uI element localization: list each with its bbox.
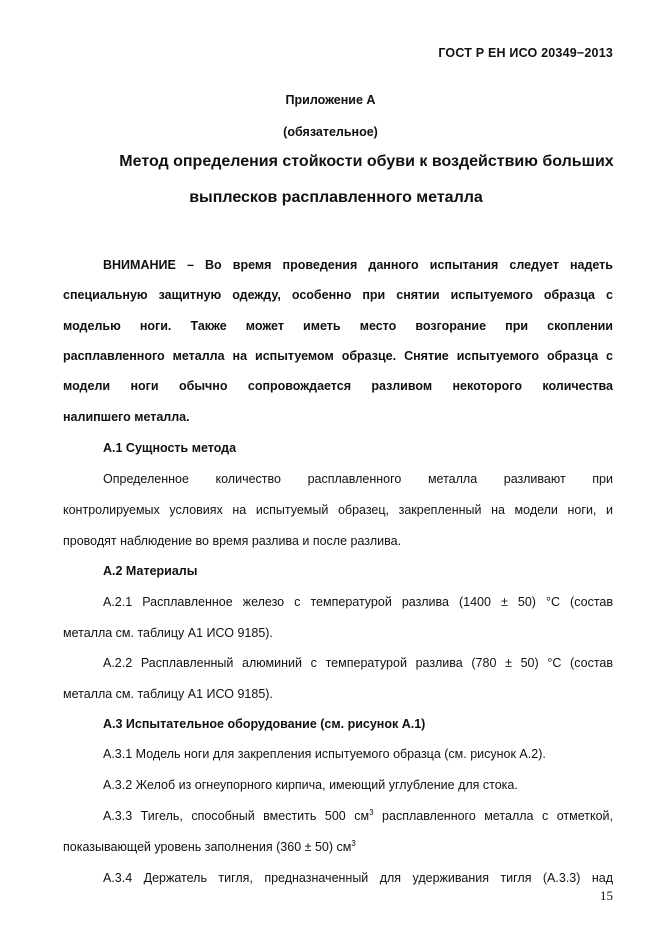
clause-a222-line: металла см. таблицу А1 ИСО 9185). <box>63 687 273 701</box>
superscript: 3 <box>369 807 374 817</box>
section-heading-a3: А.3 Испытательное оборудование (см. рисунок А.1) <box>103 717 426 731</box>
clause-a333-text: показывающей уровень заполнения (360 ± 50) см <box>63 840 352 854</box>
clause-a222-line: А.2.2 Расплавленный алюминий с температурой разлива (780 ± 50) °С (состав <box>103 656 613 670</box>
appendix-title-line-1: Метод определения стойкости обуви к воздействию больших <box>119 153 614 170</box>
appendix-status: (обязательное) <box>283 125 378 139</box>
warning-line: моделью ноги. Также может иметь место возгорание при скоплении <box>63 319 613 333</box>
section-heading-a1: А.1 Сущность метода <box>103 441 237 455</box>
clause-a333-text: расплавленного металла с отметкой, <box>373 809 613 823</box>
paragraph-line: контролируемых условиях на испытуемый образец, закрепленный на модели ноги, и <box>63 503 613 517</box>
clause-a333-line <box>103 808 613 824</box>
clause-a333-text: А.3.3 Тигель, способный вместить 500 см <box>103 809 370 823</box>
warning-line: расплавленного металла на испытуемом образце. Снятие испытуемого образца с <box>63 349 613 363</box>
paragraph-line: Определенное количество расплавленного металла разливают при <box>103 472 613 486</box>
standard-header: ГОСТ Р ЕН ИСО 20349−2013 <box>438 46 613 60</box>
warning-line: модели ноги обычно сопровождается разливом некоторого количества <box>63 379 613 393</box>
section-heading-a2: А.2 Материалы <box>103 564 198 578</box>
superscript: 3 <box>351 838 356 848</box>
page-number: 15 <box>600 888 613 903</box>
appendix-title-line-2: выплесков расплавленного металла <box>189 189 483 206</box>
appendix-label: Приложение А <box>285 93 376 107</box>
clause-a221-line: А.2.1 Расплавленное железо с температурой разлива (1400 ± 50) °С (состав <box>103 595 613 609</box>
clause-a334: А.3.4 Держатель тигля, предназначенный для удерживания тигля (А.3.3) над <box>103 871 613 885</box>
paragraph-line: проводят наблюдение во время разлива и после разлива. <box>63 534 402 548</box>
warning-line: ВНИМАНИЕ – Во время проведения данного испытания следует надеть <box>103 258 613 272</box>
warning-line: специальную защитную одежду, особенно при снятии испытуемого образца с <box>63 288 613 302</box>
clause-a331: А.3.1 Модель ноги для закрепления испытуемого образца (см. рисунок А.2). <box>103 747 546 761</box>
clause-a333-line <box>63 839 613 855</box>
warning-line: налипшего металла. <box>63 410 190 424</box>
clause-a221-line: металла см. таблицу А1 ИСО 9185). <box>63 626 273 640</box>
clause-a332: А.3.2 Желоб из огнеупорного кирпича, имеющий углубление для стока. <box>103 778 518 792</box>
